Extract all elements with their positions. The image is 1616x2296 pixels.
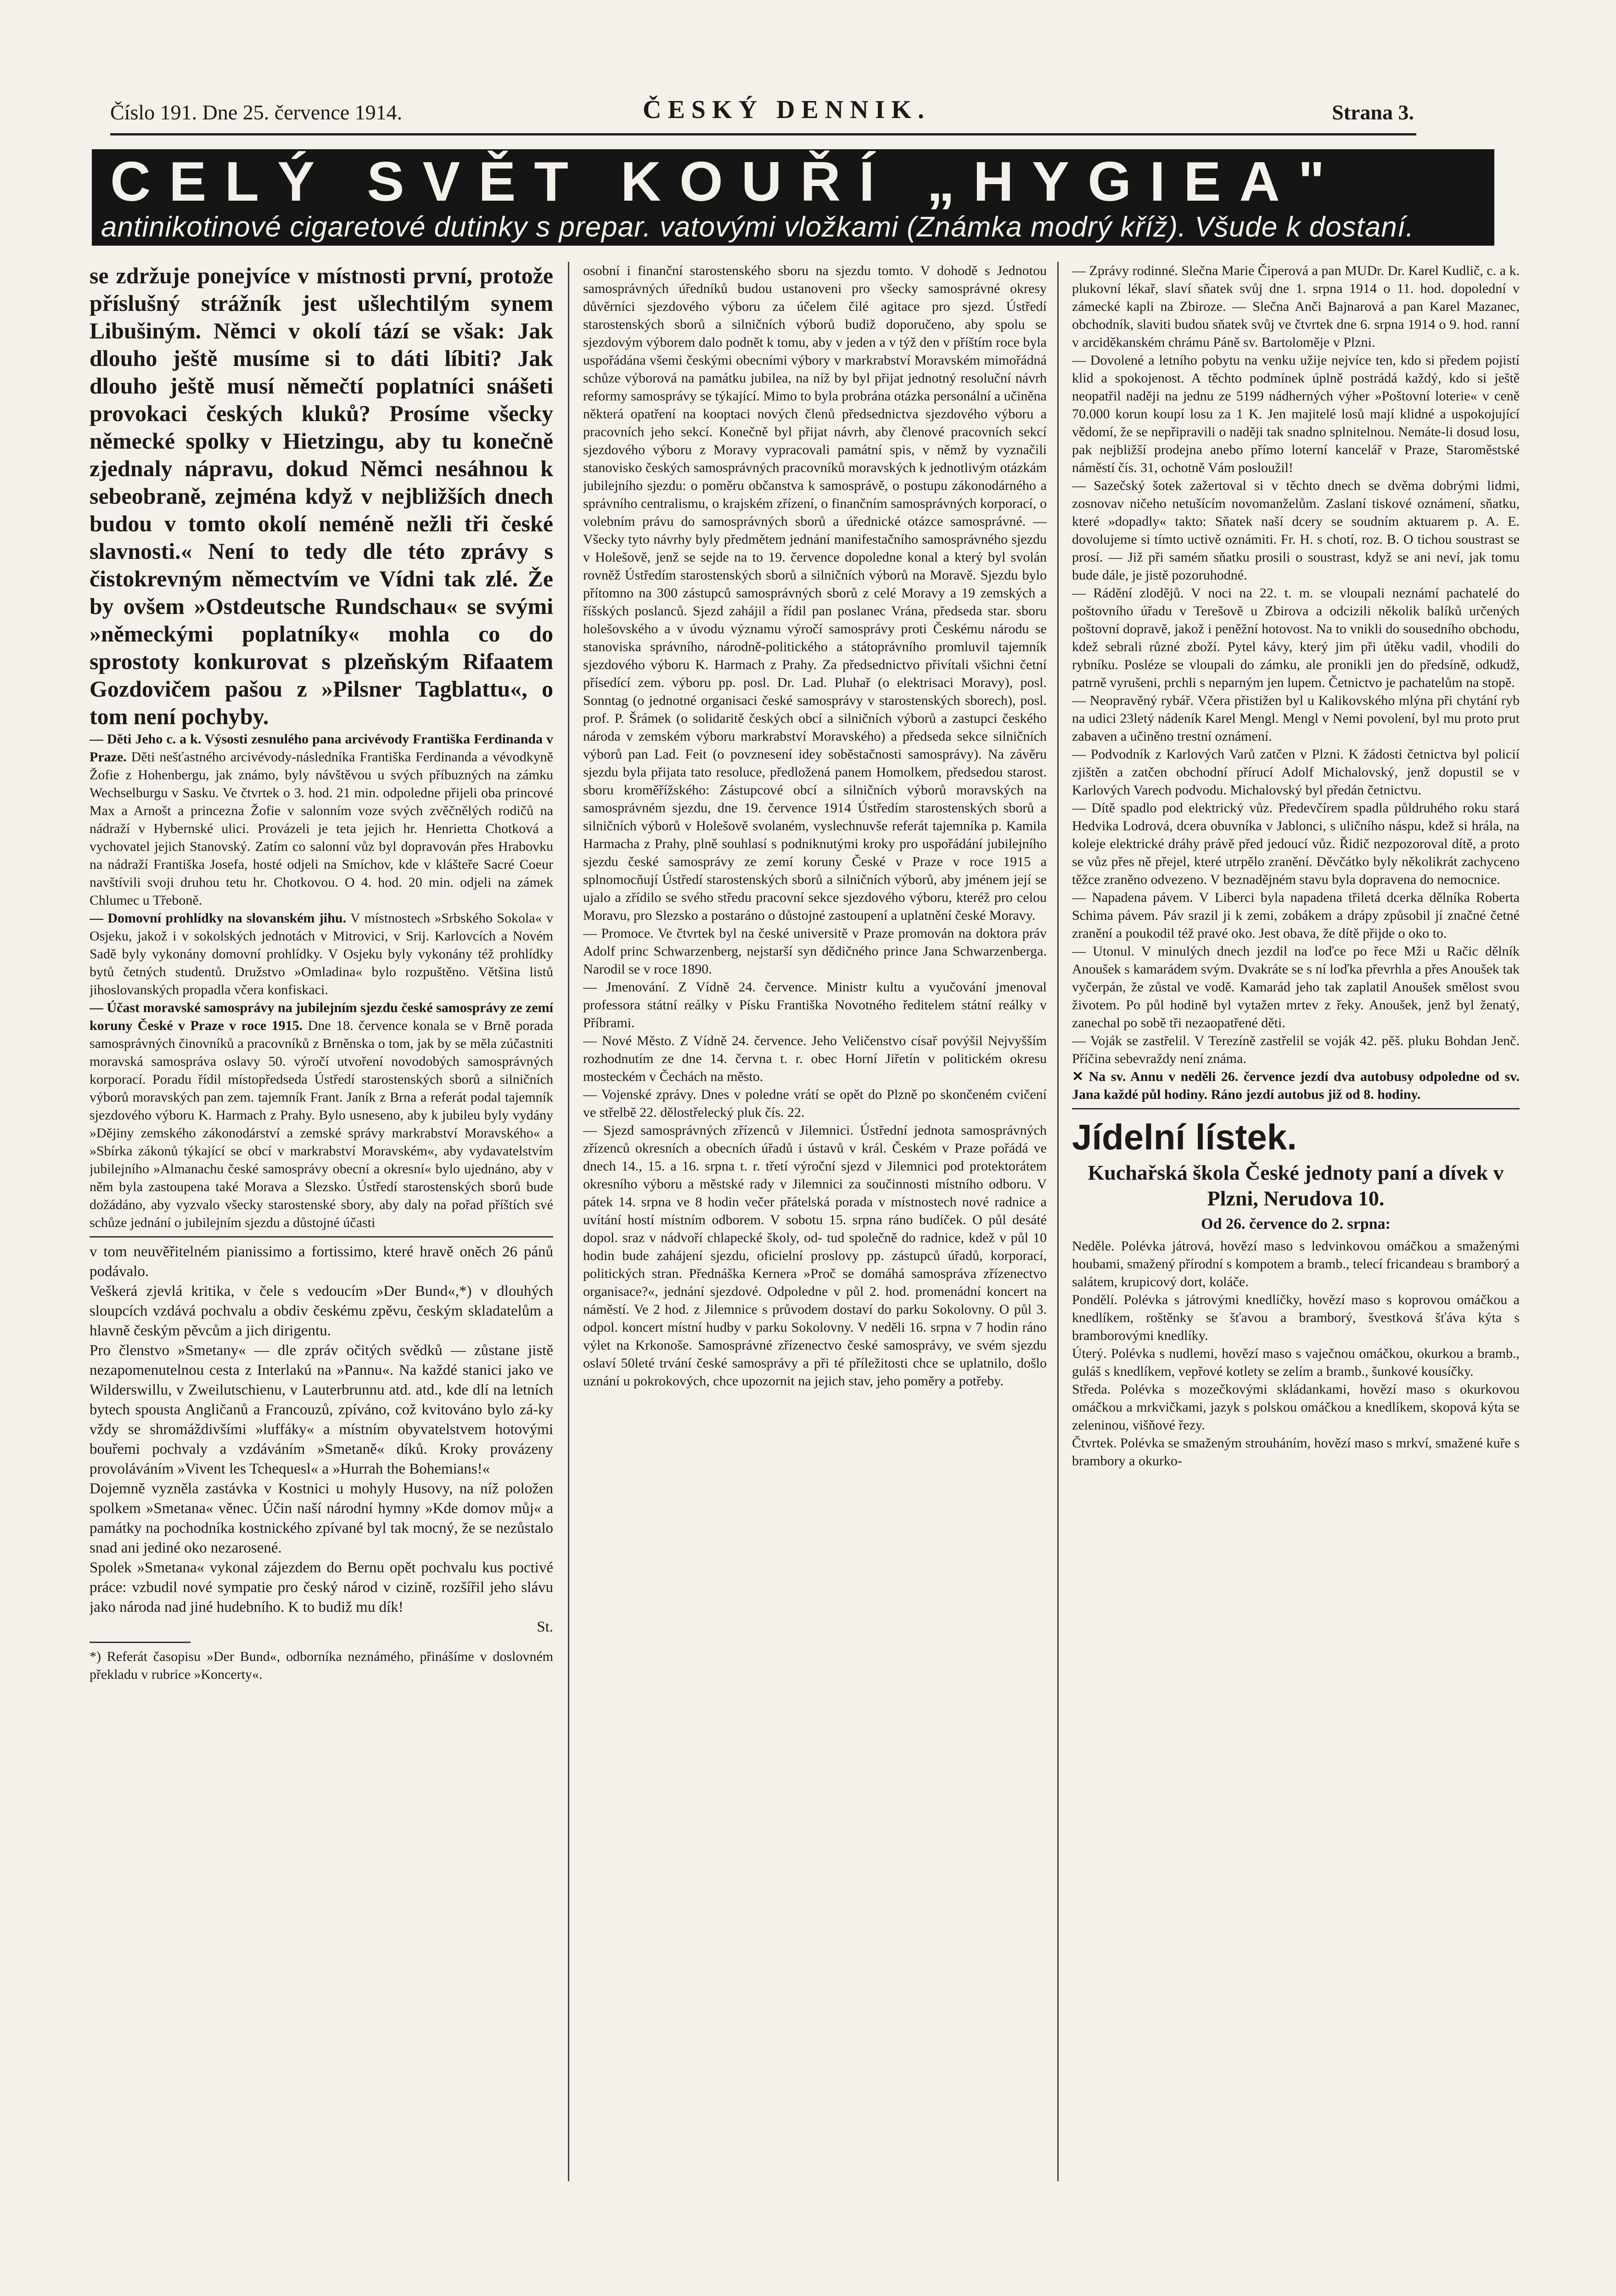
article-headline: — Děti Jeho c. a k. Výsosti zesnulého pana arcivévody Františka Ferdinanda v Praze. [90, 732, 553, 765]
menu-school: Kuchařská škola České jednoty paní a dívek v Plzni, Nerudova 10. [1088, 1161, 1504, 1210]
author-signature: St. [537, 1619, 553, 1635]
news-item: — Voják se zastřelil. V Terezíně zastřelil se voják 42. pěš. pluku Bohdan Jenč. Příčina sebevraždy není známa. [1072, 1033, 1520, 1066]
ad-headline: CELÝ SVĚT KOUŘÍ „HYGIEA" [110, 150, 1343, 213]
ad-subline: antinikotinové cigaretové dutinky s prepar. vatovými vložkami (Známka modrý kříž). Všude k dostaní. [101, 211, 1414, 243]
news-item: — Podvodník z Karlových Varů zatčen v Plzni. K žádosti četnictva byl policií zjištěn a zatčen obchodní přírucí Adolf Michalovský, jenž dopustil se v Karlových Varech podvodu. Michalovský byl předán četnictvu. [1072, 747, 1520, 798]
column-middle [583, 262, 1047, 2181]
header-rule [110, 133, 1416, 135]
feuilleton-paragraph: Veškerá zjevlá kritika, v čele s vedoucím »Der Bund«,*) v dlouhých sloupcích vzdává pochvalu a obdiv českému zpěvu, českým skladatelům a hlavně českým pěvcům a jich dirigentu. [90, 1283, 553, 1339]
news-item: — Promoce. Ve čtvrtek byl na české universitě v Praze promován na doktora práv Adolf princ Schwarzenberg, nejstarší syn dědičného prince Jana Schwarzenberga. Narodil se v roce 1890. [583, 926, 1047, 977]
news-item: — Napadena pávem. V Liberci byla napadena třiletá dcerka dělníka Roberta Schima pávem. Páv srazil ji k zemi, zobákem a drápy způsobil jí značné četné zranění a poukodil též pravé oko. Jest obava, že dítě přijde o oko to. [1072, 890, 1520, 941]
article-headline: — Domovní prohlídky na slovanském jihu. [90, 911, 347, 926]
column-right [1072, 262, 1520, 2181]
page-number: Strana 3. [1332, 101, 1414, 124]
article-moravian-self-government [90, 999, 553, 1232]
menu-day: Úterý. Polévka s nudlemi, hovězí maso s vaječnou omáčkou, okurkou a bramb., guláš s knedlíkem, vepřové kotlety se zelím a bramb., šunkové kousíčky. [1072, 1346, 1520, 1379]
feuilleton-paragraph: v tom neuvěřitelném pianissimo a fortissimo, které hravě oněch 26 pánů podávalo. [90, 1244, 553, 1280]
footnote-rule [90, 1642, 191, 1643]
menu-date: Od 26. července do 2. srpna: [1201, 1216, 1391, 1232]
news-item: — Nové Město. Z Vídně 24. července. Jeho Veličenstvo císař povýšil Nejvyšším rozhodnutím ze dne 14. června t. r. obec Horní Jiřetín v politickém okresu mosteckém v Čechách na město. [583, 1033, 1047, 1084]
issue-date: Číslo 191. Dne 25. července 1914. [110, 101, 403, 124]
column-divider [1057, 262, 1059, 2181]
news-item: — Dovolené a letního pobytu na venku užije nejvíce ten, kdo si předem pojistí klid a spokojenost. A těchto podmínek úplně postrádá každý, kdo si ještě neopatřil naději na jednu ze 5199 nádherných výher »Poštovní loterie« v ceně 70.000 korun koupí losu za 1 K. Jen majitelé losů mají klidné a uspokojující vědomí, že se nepřipravili o naději tak snadno splnitelnou. Nemáte-li dosud losu, pak nejbližší prodejna anebo přímo loterní kancelář v Praze, Staroměstské náměstí čís. 31, ochotně Vám posloužil! [1072, 353, 1520, 475]
news-item: — Sjezd samosprávných zřízenců v Jilemnici. Ústřední jednota samosprávných zřízenců okresních a obecních úřadů i ústavů v král. Českém v Praze pořádá ve dnech 14., 15. a 16. srpna t. r. třetí výroční sjezd v Jilemnici pod protektorátem okresního výboru a městské rady v Jilemnici za součinnosti místního odboru. V pátek 14. srpna ve 8 hodin večer přátelská porada v místnostech nové radnice a uvítání hostí místním odborem. V sobotu 15. srpna ráno budíček. O půl desáté dopol. sraz v nádvoří chlapecké školy, od- tud společně do radnice, kdež v půl 10 hodin bude zahájení sjezdu, oficielní proslovy pp. zástupců úřadů, korporací, politických stran. Přednáška Kernera »Proč se domáhá samospráva zřízenectvo organisace?«, jednání sjezdové. Odpoledne v půl 2. hod. promenádní koncert na náměstí. Ve 2 hod. z Jilemnice s průvodem dostaví do parku Sokolovny. O půl 3. odpol. koncert místní hudby v parku Sokolovny. V neděli 16. srpna v 7 hodin ráno výlet na Krkonoše. Samosprávné zřízenectvo české samosprávy, ve svém sjezdu oslaví 50leté trvání české samosprávy a při té příležitosti chce se uplatnilo, došlo uznání u pokrokových, chce upozornit na jejich stav, jeho poměry a potřeby. [583, 1123, 1047, 1389]
menu-day: Čtvrtek. Polévka se smaženým strouháním, hovězí maso s mrkví, smažené kuře s brambory a okurko- [1072, 1435, 1520, 1469]
article-house-searches [90, 909, 553, 999]
column-left [90, 262, 553, 2181]
news-item: — Utonul. V minulých dnech jezdil na loďce po řece Mži u Račic dělník Anoušek s kamarádem svým. Dvakráte se s ní loďka převrhla a přes Anoušek tak vyčerpán, že zůstal ve vodě. Kamarád jeho tak zaplatil Anoušek smělost svou životem. Po půl hodině byl vytažen mrtev z řeky. Anoušek, jenž byl ženatý, zanechal po sobě tři nezaopatřené děti. [1072, 944, 1520, 1030]
news-item: — Sazečský šotek zažertoval si v těchto dnech se dvěma dobrými lidmi, zosnovav ničeho netušícím novomanželům. Zaslaní tiskové oznámení, sňatku, které »dopadly« takto: Sňatek naší dcery se soudním aktuarem p. A. E. dovolujeme si tímto uctivě oznámiti. Fr. H. s chotí, roz. B. O tichou soustrast se prosí. — Již při samém sňatku prosili o soustrast, když se ani neví, jak tomu bude dále, je jistě pozoruhodné. [1072, 478, 1520, 583]
autobus-notice: ✕ Na sv. Annu v neděli 26. července jezdí dva autobusy odpoledne od sv. Jana každé půl hodiny. Ráno jezdí autobus již od 8. hodiny. [1072, 1069, 1520, 1102]
menu-day: Pondělí. Polévka s játrovými knedlíčky, hovězí maso s koprovou omáčkou a knedlíkem, roštěnky se šťavou a bramborý, švestková šťáva kýta s bramborovými knedlíky. [1072, 1292, 1520, 1343]
news-item: — Neopravěný rybář. Včera přistižen byl u Kalikovského mlýna při chytání ryb na udici 23letý nádeník Karel Mengl. Mengl v Nemi povolení, byl mu proto prut zabaven a učiněno trestní oznámení. [1072, 693, 1520, 744]
column-divider [568, 262, 569, 2181]
menu-day: Neděle. Polévka játrová, hovězí maso s ledvinkovou omáčkou a smaženými houbami, smažený přírodní s kompotem a bramb., telecí fricandeau s bramborý a salátem, krupicový dort, koláče. [1072, 1238, 1520, 1289]
news-item: — Rádění zlodějů. V noci na 22. t. m. se vloupali neznámí pachatelé do poštovního úřadu v Terešově u Zbirova a odcizili několik balíků určených poštovní dopravě, jakož i peněžní hotovost. Na to vnikli do sousedního obchodu, kdež sebrali různé zboží. Pytel kávy, který jim při útěku vadil, vhodili do rybníku. Posléze se vloupali do zámku, ale pronikli jen do předsíně, odkudž, patrně vyrušeni, prchli s neparným jen lupem. Četnictvo je pachatelům na stopě. [1072, 585, 1520, 690]
article-headline: — Účast moravské samosprávy na jubilejním sjezdu české samosprávy ze zemí koruny České v Praze v roce 1915. [90, 1000, 553, 1033]
news-item: — Vojenské zprávy. Dnes v poledne vrátí se opět do Plzně po skončeném cvičení ve střelbě 22. dělostřelecký pluk čís. 22. [583, 1087, 1047, 1120]
hygiea-advertisement [92, 149, 1494, 246]
feuilleton-paragraph: Dojemně vyzněla zastávka v Kostnici u mohyly Husovy, na níž položen spolkem »Smetana« věnec. Účin naší národní hymny »Kde domov můj« a památky na pochodníka kostnického zpívané byl tak mocný, že se nezůstalo snad ani jediné oko nezarosené. [90, 1480, 553, 1556]
lead-paragraph: se zdržuje ponejvíce v místnosti první, protože příslušný strážník jest ušlechtilým synem Libušiným. Němci v okolí tází se však: Jak dlouho ještě musíme si to dáti líbiti? Jak dlouho ještě musí němečtí poplatníci snášeti provokaci českých kluků? Prosíme všecky německé spolky v Hietzingu, aby tu konečně zjednaly nápravu, dokud Němci nesáhnou k sebeobraně, zejména když v nejbližších dnech budou v tomto okolí neméně nežli tři české slavnosti.« Není to tedy dle této zprávy s čistokrevným němectvím ve Vídni tak zlé. Že by ovšem »Ostdeutsche Rundschau« se svými »německými poplatníky« mohla co do sprostoty konkurovat s plzeňským Rifaatem Gozdovičem pašou z »Pilsner Tagblattu«, o tom není pochyby. [90, 263, 553, 729]
feuilleton-paragraph: Spolek »Smetana« vykonal zájezdem do Bernu opět pochvalu kus poctivé práce: vzbudil nové sympatie pro český národ v cizině, rozšířil jeho slávu jako národa nad jiné hudebního. K to budiž mu dík! [90, 1559, 553, 1615]
footnote: *) Referát časopisu »Der Bund«, odborníka neznámého, přinášíme v doslovném překladu v rubrice »Koncerty«. [90, 1649, 553, 1682]
news-item: — Zprávy rodinné. Slečna Marie Čiperová a pan MUDr. Dr. Karel Kudlič, c. a k. plukovní lékař, slaví sňatek svůj dne 1. srpna 1914 o 11. hod. dopolední v zámecké kapli na Zbiroze. — Slečna Anči Bajnarová a pan Karel Mazanec, obchodník, slaviti budou sňatek svůj ve čtvrtek dne 6. srpna 1914 o 9. hod. ranní v arciděkanském chrámu Páně sv. Bartoloměje v Plzni. [1072, 263, 1520, 350]
article-body: Dne 18. července konala se v Brně porada samosprávných činovníků a pracovníků z Brněnska o tom, jak by se měla zúčastniti moravská samospráva oslavy 50. výročí utvoření novodobých samosprávných korporací. Poradu řídil místopředseda Ústředí starostenských sborů a silničních výborů moravských pan zem. tajemník Frant. Janík z Brna a referát podal tajemník sjezdového výboru K. Harmach z Prahy. Bylo usneseno, aby k jubileu byly vydány »Dějiny zemského zákonodárství a zemské správy markrabství Moravského« a »Sbírka zákonů týkající se obcí v markrabství Moravském«, aby vydavatelstvím jubilejního »Almanachu české samosprávy obecní a okresní« bylo ujednáno, aby v něm byla zastoupena také Morava a Slezsko. Ústředí starostenských sborů bude dožádáno, aby vyzvalo všecky starostenské sbory, aby daly na pořad příštích své schůze jednání o jubilejním sjezdu a důstojné účasti [90, 1018, 553, 1230]
article-body: V místnostech »Srbského Sokola« v Osjeku, jakož i v sokolských jednotách v Mitrovici, v Srij. Karlovcích a Novém Sadě byly vykonány domovní prohlídky. V Osjeku byly vykonány též prohlídky bytů četných studentů. Družstvo »Omladina« bylo rozpuštěno. Většina listů jihoslovanských propadla včera konfiskaci. [90, 911, 553, 997]
masthead-title: ČESKÝ DENNIK. [643, 96, 931, 124]
article-archduke-children [90, 730, 553, 909]
menu-day: Středa. Polévka s mozečkovými skládankami, hovězí maso s okurkovou omáčkou a mrkvičkami, jazyk s polskou omáčkou a knedlíkem, skopová kýta se zeleninou, višňové řezy. [1072, 1382, 1520, 1433]
feuilleton-paragraph: Pro členstvo »Smetany« — dle zpráv očitých svědků — zůstane jistě nezapomenutelnou cesta z Interlakú na »Pannu«. Na každé stanici jako ve Wilderswillu, v Zweilutschienu, v Lauterbrunnu atd. atd., kde dlí na letních bytech spousta Angličanů a Francouzů, zpíváno, což kvitováno bylo zá-ky vždy se shromáždivšími »luffáky« a místním obyvatelstvem hotovými bouřemi pochvaly a vzdáváním »Smetaně« díků. Kroky provázeny provoláváním »Vivent les Tchequesl« a »Hurrah the Bohemians!« [90, 1342, 553, 1477]
article-continued: osobní i finanční starostenského sboru na sjezdu tomto. V dohodě s Jednotou samosprávných úředníků budou ustanoveni pro všecky samosprávné okresy důvěrníci sjezdového výboru za účelem čilé agitace pro sjezd. Ústředí starostenských sborů a silničních výborů budiž doporučeno, aby spolu se sjezdovým výborem dalo podnět k tomu, aby v jeden a v týž den v příštím roce byla uspořádána všemi českými obecními výbory v markrabství Moravském mimořádná schůze výborová na památku jubilea, na níž by byl přijat jednotný resoluční návrh reformy samosprávy se týkající. Mimo to byla probrána otázka personální a učiněna některá opatření na kooptaci nových členů předsednictva sjezdového výboru a pracovních jeho sekcí. Konečně byl přijat návrh, aby členové pracovních sekcí sjezdového výboru z Moravy vypracovali památní spis, v němž by vyznačili stanovisko českých samosprávných pracovníků moravských k jednotlivým otázkám jubilejního sjezdu: o poměru občanstva k samosprávě, o postupu zákonodárného a správního centralismu, o krajském zřízení, o finančním samosprávných korporací, o volebním právu do samosprávných sborů a úřednické otázce samosprávné. — Všecky tyto návrhy byly předmětem jednání manifestačního samosprávného sjezdu v Holešově, jenž se sejde na to 19. července dopoledne konal a který byl svolán rovněž Ústředím starostenských sborů a silničních výborů na Moravě. Sjezdu bylo přítomno na 300 zástupců samosprávných sborů z celé Moravy a 19 zemských a říšských poslanců. Sjezd zahájil a řídil pan poslanec Vrána, předseda star. sboru holešovského a v úvodu významu výročí samosprávy proti Českému národu se stanoviska správního, národně-politického a státoprávního promluvil tajemník sjezdového výboru K. Harmach z Prahy. Za předsednictvo přivítali všichni četní přísedící zem. výboru pp. posl. Dr. Lad. Pluhař (o elektrisaci Moravy), posl. Sonntag (o jednotné organisaci české samosprávy v starostenských sborech), posl. prof. P. Šrámek (o solidaritě českých obcí a silničních výborů a zastupci českého národa v zemském výboru markrabství Moravského) a předseda sekce silničních výborů pan Lad. Feit (o povznesení idey soběstačnosti samosprávy). Na závěru sjezdu byla přijata tato resoluce, předložená panem Homolkem, předsedou starost. sboru kroměřížského: Zástupcové obcí a silničních výborů moravských na samosprávném sjezdu, dne 19. července 1914 Ústředím starostenských sborů a silničních výborů v Holešově svolaném, vyslechnuvše referát tajemníka p. Kamila Harmacha z Prahy, plně souhlasí s podniknutými kroky pro uspořádání jubilejního sjezdu české samosprávy ze zemí koruny České v Praze v roce 1915 a splnomocňují Ústředí starostenských sborů a silničních výborů, aby jménem její se ujalo a zřídilo se svého středu pracovní sekce sjezdového výboru, kteréž pro celou Moravu, pro Slezsko a postaráno o důstojné zastoupení a uplatnění české Moravy. [583, 263, 1047, 923]
article-body: Děti nešťastného arcivévody-následníka Františka Ferdinanda a vévodkyně Žofie z Hohenbergu, jak známo, byly návštěvou u svých příbuzných na zámku Wechselburgu v Sasku. Ve čtvrtek o 3. hod. 21 min. odpoledne přijeli oba princové Max a Arnošt a princezna Žofie v salonním voze svých zvěčnělých rodičů na nádraží v Hybernské ulici. Provázeli je teta jejich hr. Henrietta Chotková a vychovatel jejich Stanovský. Zatím co salonní vůz byl dopravován přes Hrabovku na nádraží Františka Josefa, hosté odjeli na Smíchov, kde v klášteře Sacré Coeur navštívili svoji druhou tetu hr. Chotkovou. O 4. hod. 20 min. odjeli na zámek Chlumec u Třeboně. [90, 749, 553, 908]
section-rule [1072, 1108, 1520, 1109]
running-head [110, 94, 1414, 126]
section-rule [90, 1236, 553, 1238]
news-item: — Jmenování. Z Vídně 24. července. Ministr kultu a vyučování jmenoval professora státní reálky v Písku Františka Novotného ředitelem státní reálky v Příbrami. [583, 979, 1047, 1030]
news-item: — Dítě spadlo pod elektrický vůz. Předevčírem spadla půldruhého roku stará Hedvika Lodrová, dcera obuvníka v Jablonci, s uličního náspu, kdež si hrála, na koleje elektrické dráhy právě před jedoucí vůz. Řidič nezpozoroval dítě, a proto se vůz přes ně přejel, které utrpělo zranění. Děvčátko byly několikrát zachyceno těžce zraněno odvezeno. V beznadějném stavu byla dopravena do nemocnice. [1072, 800, 1520, 887]
menu-title: Jídelní lístek. [1072, 1117, 1297, 1157]
